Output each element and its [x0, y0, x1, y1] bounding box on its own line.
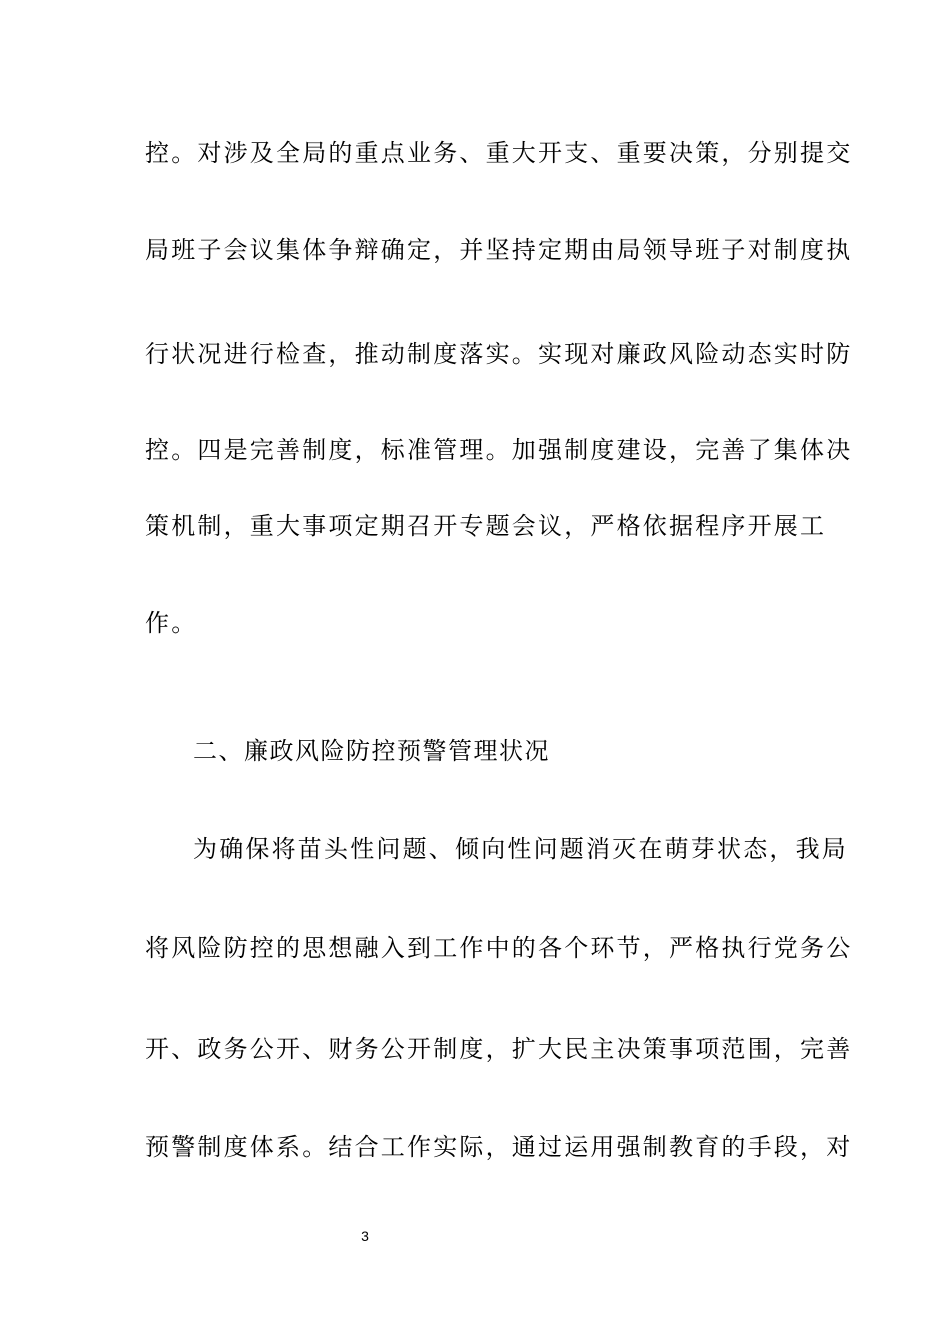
page-number: 3 [361, 1228, 369, 1244]
paragraph-line: 预警制度体系。结合工作实际，通过运用强制教育的手段，对 [145, 1133, 853, 1161]
paragraph-line: 作。 [145, 609, 198, 637]
paragraph-line: 为确保将苗头性问题、倾向性问题消灭在萌芽状态，我局 [193, 835, 848, 863]
paragraph-line: 行状况进行检查，推动制度落实。实现对廉政风险动态实时防 [145, 340, 853, 368]
paragraph-line: 控。对涉及全局的重点业务、重大开支、重要决策，分别提交 [145, 139, 853, 167]
paragraph-line: 局班子会议集体争辩确定，并坚持定期由局领导班子对制度执 [145, 236, 853, 264]
paragraph-line: 开、政务公开、财务公开制度，扩大民主决策事项范围，完善 [145, 1035, 853, 1063]
paragraph-line: 将风险防控的思想融入到工作中的各个环节，严格执行党务公 [145, 934, 853, 962]
section-heading: 二、廉政风险防控预警管理状况 [193, 737, 550, 765]
paragraph-line: 控。四是完善制度，标准管理。加强制度建设，完善了集体决 [145, 436, 853, 464]
paragraph-line: 策机制，重大事项定期召开专题会议，严格依据程序开展工 [145, 512, 827, 540]
